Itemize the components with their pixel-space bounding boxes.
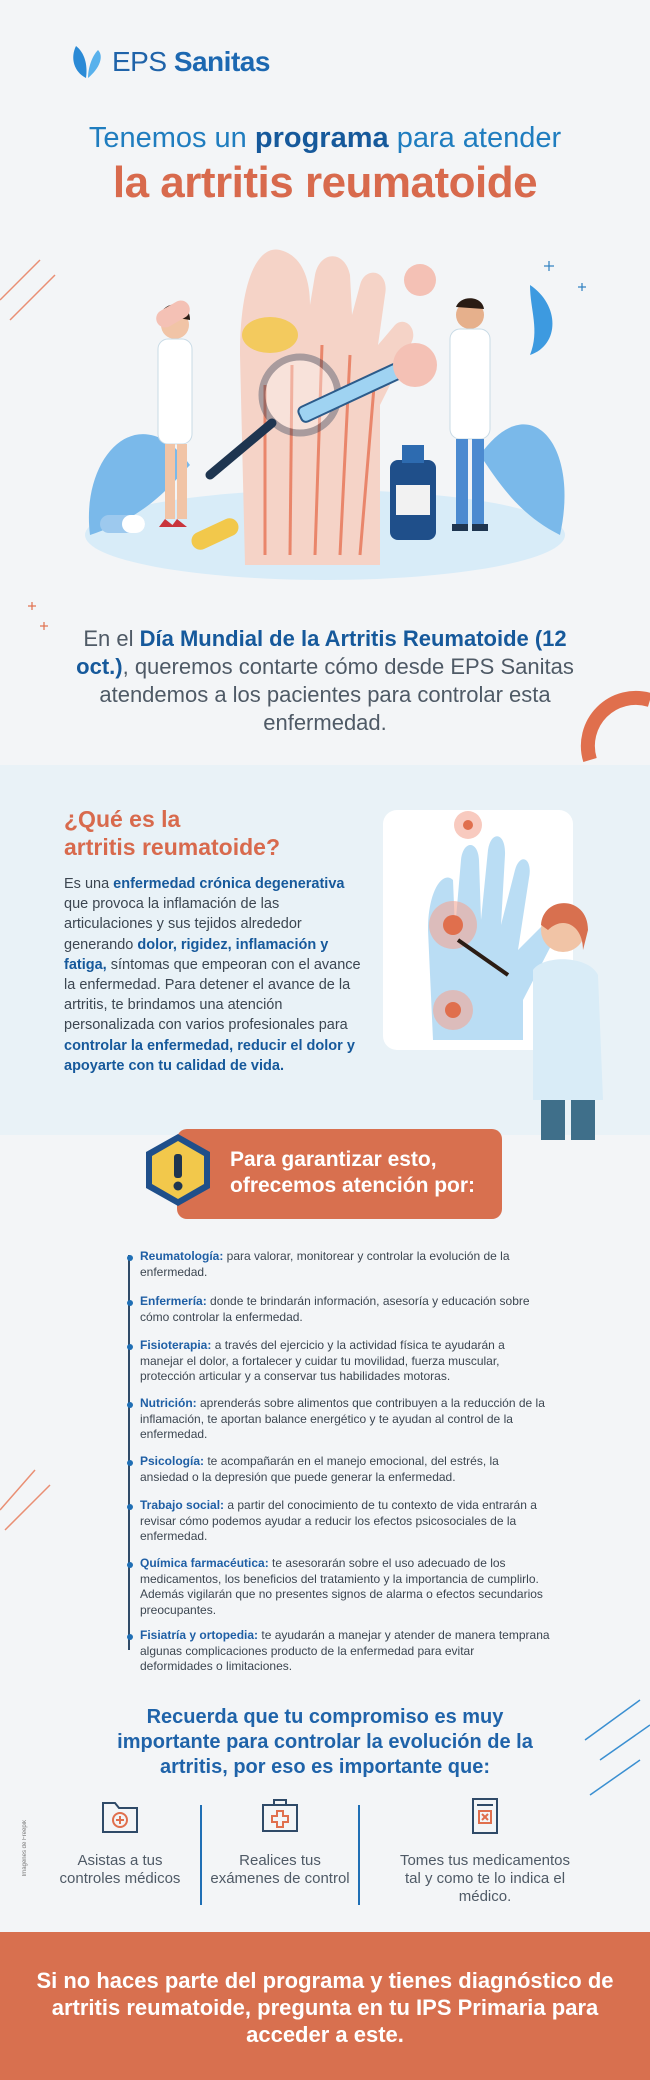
headline-line2: la artritis reumatoide (112, 158, 538, 207)
step-divider (358, 1805, 360, 1905)
commitment-text: Recuerda que tu compromiso es muy importante para controlar la evolución de la artritis, por eso es importante que: (117, 1706, 533, 1778)
list-item: Nutrición: aprenderás sobre alimentos que contribuyen a la reducción de la inflamación, te aportan balance energético y te ayudan al control de la enfermedad. (140, 1396, 550, 1443)
butterfly-logo-icon (70, 42, 104, 82)
hero-illustration (60, 235, 590, 595)
list-item: Fisioterapia: a través del ejercicio y la actividad física te ayudarán a manejar el dolor, a fortalecer y cuidar tu movilidad, fuerza muscular, protección articular y a conservar tus habilidades motoras. (140, 1338, 550, 1385)
step-medication: Tomes tus medicamentos tal y como te lo indica el médico. (390, 1795, 580, 1906)
attention-banner-text: Para garantizar esto, ofrecemos atención por: (230, 1148, 476, 1197)
alert-icon (140, 1132, 216, 1208)
logo-eps: EPS (112, 46, 167, 77)
list-item: Fisiatría y ortopedia: te ayudarán a manejar y atender de manera temprana algunas complicaciones producto de la enfermedad para evitar deformidades o limitaciones. (140, 1628, 550, 1675)
doctor-left (158, 304, 192, 527)
what-is-description: Es una enfermedad crónica degenerativa que provoca la inflamación de las articulaciones y sus tejidos alrededor generando dolor, rigidez, inflamación y fatiga, síntomas que empeoran con el avance la enfermedad. Para detener el avance de la artritis, te brindamos una atención personalizada con varios profesionales para controlar la enfermedad, reducir el dolor y apoyarte con tu calidad de vida. (64, 876, 361, 1074)
step-divider (200, 1805, 202, 1905)
list-item: Trabajo social: a partir del conocimiento de tu contexto de vida entrarán a revisar cómo podemos ayudar a reducir los efectos psicosociales de la enfermedad. (140, 1498, 550, 1545)
services-timeline (128, 1255, 130, 1650)
list-item: Enfermería: donde te brindarán información, asesoría y educación sobre cómo controlar la enfermedad. (140, 1294, 550, 1325)
folder-plus-icon (99, 1795, 141, 1837)
doctor-right (450, 298, 490, 531)
doctor-xray-illustration (383, 810, 613, 1140)
medical-kit-icon (259, 1795, 301, 1837)
step-attend-controls: Asistas a tus controles médicos (45, 1795, 195, 1888)
list-item: Psicología: te acompañarán en el manejo emocional, del estrés, la ansiedad o la depresión que puede generar la enfermedad. (140, 1454, 550, 1485)
prescription-icon (464, 1795, 506, 1837)
list-item: Química farmacéutica: te asesorarán sobre el uso adecuado de los medicamentos, los beneficios del tratamiento y la importancia de cumplirlo. Además vigilarán que no presentes signos de alarma o efectos secundarios preocupantes. (140, 1556, 550, 1618)
step-exams: Realices tus exámenes de control (205, 1795, 355, 1888)
intro-text: En el Día Mundial de la Artritis Reumatoide (12 oct.), queremos contarte cómo desde EPS Sanitas atendemos a los pacientes para controlar esta enfermedad. (76, 626, 574, 735)
headline-line1: Tenemos un programa para atender (88, 122, 562, 154)
logo-sanitas: Sanitas (173, 46, 270, 77)
what-is-title: ¿Qué es la artritis reumatoide? (64, 806, 280, 860)
footer-text: Si no haces parte del programa y tienes diagnóstico de artritis reumatoide, pregunta en tu IPS Primaria para acceder a este. (36, 1968, 614, 2047)
list-item: Reumatología: para valorar, monitorear y controlar la evolución de la enfermedad. (140, 1249, 550, 1280)
eps-sanitas-logo (70, 42, 270, 82)
image-credit: Imágenes de Freepik (22, 1820, 28, 1877)
